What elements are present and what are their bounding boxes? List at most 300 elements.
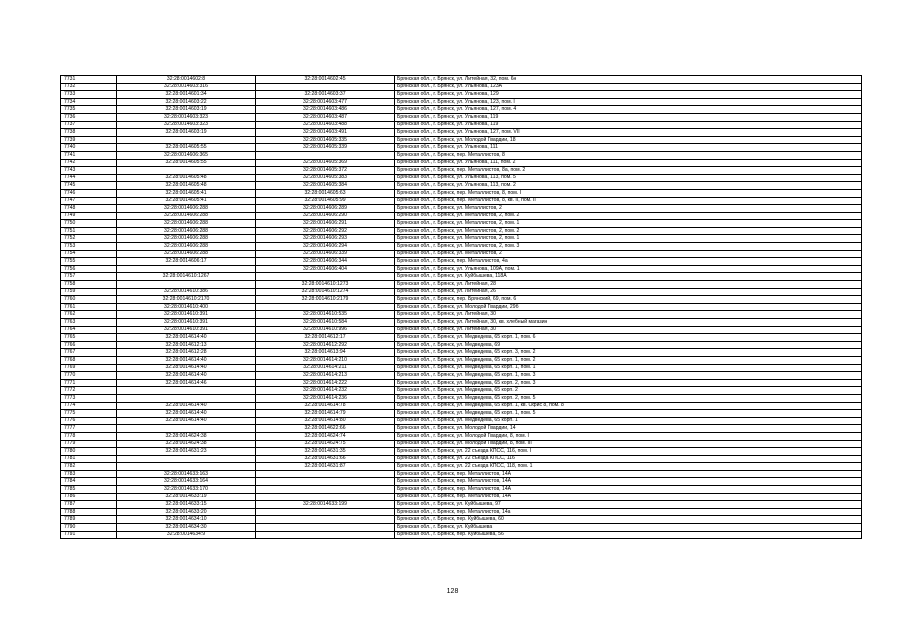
row-number-cell: 7787 bbox=[61, 501, 117, 509]
address-cell: Брянская обл., г. Брянск, пер. Металлистов, 4а bbox=[395, 258, 862, 266]
row-number-cell: 7766 bbox=[61, 341, 117, 349]
building-number-cell: 32:28:0014612:17 bbox=[256, 334, 395, 342]
table-row bbox=[61, 319, 862, 327]
table-row bbox=[61, 121, 862, 129]
row-number-cell: 7779 bbox=[61, 440, 117, 448]
table-row bbox=[61, 220, 862, 228]
row-number-cell: 7770 bbox=[61, 372, 117, 380]
address-cell: Брянская обл., г. Брянск, ул. Металлистов, 2, пом. 3 bbox=[395, 243, 862, 251]
table-row bbox=[61, 379, 862, 387]
address-cell: Брянская обл., г. Брянск, ул. Ульянова, 127, пом. VII bbox=[395, 129, 862, 137]
registry-table bbox=[60, 75, 862, 539]
land-parcel-number-cell: 32:28:0014603:19 bbox=[117, 129, 256, 137]
land-parcel-number-cell: 32:28:0014606:288 bbox=[117, 250, 256, 258]
land-parcel-number-cell bbox=[117, 136, 256, 144]
address-cell: Брянская обл., г. Брянск, ул. Медведева, 65 корп. 1, кв. Офис 8, пом. 8 bbox=[395, 402, 862, 410]
row-number-cell: 7755 bbox=[61, 258, 117, 266]
building-number-cell: 32:28:0014622:66 bbox=[256, 425, 395, 433]
address-cell: Брянская обл., г. Брянск, ул. Медведева, 65 корп. 1, пом. 5 bbox=[395, 410, 862, 418]
row-number-cell: 7732 bbox=[61, 83, 117, 91]
address-cell: Брянская обл., г. Брянск, ул. Ульянова, 123, пом. I bbox=[395, 98, 862, 106]
building-number-cell: 32:28:0014603:477 bbox=[256, 98, 395, 106]
address-cell: Брянская обл., г. Брянск, ул. Молодой Гвардии, 29б bbox=[395, 303, 862, 311]
table-row bbox=[61, 182, 862, 190]
row-number-cell: 7748 bbox=[61, 205, 117, 213]
building-number-cell: 32:28:0014614:232 bbox=[256, 387, 395, 395]
table-row bbox=[61, 243, 862, 251]
building-number-cell: 32:28:0014605:372 bbox=[256, 167, 395, 175]
row-number-cell: 7757 bbox=[61, 273, 117, 281]
row-number-cell: 7742 bbox=[61, 159, 117, 167]
row-number-cell: 7772 bbox=[61, 387, 117, 395]
land-parcel-number-cell bbox=[117, 265, 256, 273]
building-number-cell: 32:28:0014614:78 bbox=[256, 402, 395, 410]
row-number-cell: 7776 bbox=[61, 417, 117, 425]
address-cell: Брянская обл., г. Брянск, ул. Медведева, 65 корп. 2, пом. 5 bbox=[395, 394, 862, 402]
table-row bbox=[61, 91, 862, 99]
address-cell: Брянская обл., г. Брянск, ул. Ульянова, 111 bbox=[395, 144, 862, 152]
address-cell: Брянская обл., г. Брянск, пер. Куйбышева, 60 bbox=[395, 516, 862, 524]
address-cell: Брянская обл., г. Брянск, ул. Металлистов, 2 bbox=[395, 205, 862, 213]
address-cell: Брянская обл., г. Брянск, ул. Ульянова, 113, пом. 2 bbox=[395, 182, 862, 190]
table-row bbox=[61, 432, 862, 440]
building-number-cell: 32:28:0014605:335 bbox=[256, 136, 395, 144]
table-row bbox=[61, 76, 862, 84]
row-number-cell: 7756 bbox=[61, 265, 117, 273]
table-row bbox=[61, 394, 862, 402]
table-row bbox=[61, 402, 862, 410]
land-parcel-number-cell: 32:28:0014606:288 bbox=[117, 243, 256, 251]
building-number-cell: 32:28:0014606:292 bbox=[256, 227, 395, 235]
land-parcel-number-cell: 32:28:0014605:41 bbox=[117, 197, 256, 205]
table-row bbox=[61, 410, 862, 418]
building-number-cell: 32:28:0014624:74 bbox=[256, 432, 395, 440]
land-parcel-number-cell: 32:28:0014606:288 bbox=[117, 235, 256, 243]
land-parcel-number-cell bbox=[117, 455, 256, 463]
land-parcel-number-cell: 32:28:0014601:34 bbox=[117, 91, 256, 99]
building-number-cell bbox=[256, 516, 395, 524]
row-number-cell: 7789 bbox=[61, 516, 117, 524]
land-parcel-number-cell: 32:28:0014633:170 bbox=[117, 486, 256, 494]
row-number-cell: 7768 bbox=[61, 356, 117, 364]
row-number-cell: 7738 bbox=[61, 129, 117, 137]
table-row bbox=[61, 159, 862, 167]
land-parcel-number-cell: 32:28:0014606:288 bbox=[117, 227, 256, 235]
building-number-cell: 32:28:0014603:486 bbox=[256, 106, 395, 114]
address-cell: Брянская обл., г. Брянск, пер. Металлистов, 8 bbox=[395, 151, 862, 159]
table-row bbox=[61, 387, 862, 395]
building-number-cell: 32:28:0014614:222 bbox=[256, 379, 395, 387]
table-row bbox=[61, 136, 862, 144]
row-number-cell: 7780 bbox=[61, 448, 117, 456]
building-number-cell: 32:28:0014605:384 bbox=[256, 182, 395, 190]
land-parcel-number-cell: 32:28:0014610:1267 bbox=[117, 273, 256, 281]
address-cell: Брянская обл., г. Брянск, пер. Металлистов, 14а bbox=[395, 508, 862, 516]
table-row bbox=[61, 501, 862, 509]
land-parcel-number-cell: 32:28:0014614:40 bbox=[117, 402, 256, 410]
table-row bbox=[61, 524, 862, 532]
building-number-cell: 32:28:0014633:199 bbox=[256, 501, 395, 509]
table-row bbox=[61, 189, 862, 197]
land-parcel-number-cell bbox=[117, 463, 256, 471]
address-cell: Брянская обл., г. Брянск, пер. Металлистов, 14А bbox=[395, 486, 862, 494]
land-parcel-number-cell: 32:28:0014614:40 bbox=[117, 417, 256, 425]
land-parcel-number-cell: 32:28:0014606:365 bbox=[117, 151, 256, 159]
address-cell: Брянская обл., г. Брянск, ул. Ульянова, 113, пом. 5 bbox=[395, 174, 862, 182]
row-number-cell: 7746 bbox=[61, 189, 117, 197]
building-number-cell bbox=[256, 531, 395, 539]
land-parcel-number-cell: 32:28:0014614:40 bbox=[117, 410, 256, 418]
address-cell: Брянская обл., г. Брянск, ул. 22 съезда КПСС, 116 bbox=[395, 455, 862, 463]
row-number-cell: 7791 bbox=[61, 531, 117, 539]
row-number-cell: 7752 bbox=[61, 235, 117, 243]
land-parcel-number-cell bbox=[117, 281, 256, 289]
row-number-cell: 7767 bbox=[61, 349, 117, 357]
land-parcel-number-cell: 32:28:0014603:323 bbox=[117, 113, 256, 121]
table-row bbox=[61, 440, 862, 448]
table-row bbox=[61, 212, 862, 220]
row-number-cell: 7736 bbox=[61, 113, 117, 121]
address-cell: Брянская обл., г. Брянск, ул. Куйбышева, 118А bbox=[395, 273, 862, 281]
land-parcel-number-cell: 32:28:0014614:40 bbox=[117, 356, 256, 364]
land-parcel-number-cell bbox=[117, 425, 256, 433]
building-number-cell: 32:28:0014624:75 bbox=[256, 440, 395, 448]
row-number-cell: 7760 bbox=[61, 296, 117, 304]
row-number-cell: 7775 bbox=[61, 410, 117, 418]
building-number-cell bbox=[256, 151, 395, 159]
row-number-cell: 7783 bbox=[61, 470, 117, 478]
land-parcel-number-cell bbox=[117, 387, 256, 395]
building-number-cell: 32:28:0014614:79 bbox=[256, 410, 395, 418]
address-cell: Брянская обл., г. Брянск, ул. Литейная, 30 bbox=[395, 311, 862, 319]
row-number-cell: 7765 bbox=[61, 334, 117, 342]
land-parcel-number-cell: 32:28:0014614:46 bbox=[117, 379, 256, 387]
address-cell: Брянская обл., г. Брянск, ул. Металлистов, 2, пом. 2 bbox=[395, 212, 862, 220]
address-cell: Брянская обл., г. Брянск, ул. 22 съезда КПСС, 116, пом. I bbox=[395, 448, 862, 456]
address-cell: Брянская обл., г. Брянск, пер. Куйбышева, 56 bbox=[395, 531, 862, 539]
land-parcel-number-cell: 32:28:0014633:19 bbox=[117, 493, 256, 501]
building-number-cell: 32:28:0014614:213 bbox=[256, 372, 395, 380]
land-parcel-number-cell: 32:28:0014602:8 bbox=[117, 76, 256, 84]
land-parcel-number-cell: 32:28:0014605:41 bbox=[117, 189, 256, 197]
building-number-cell bbox=[256, 486, 395, 494]
table-row bbox=[61, 197, 862, 205]
address-cell: Брянская обл., г. Брянск, ул. Литейная, 30, кв. хлебный магазин bbox=[395, 319, 862, 327]
table-row bbox=[61, 288, 862, 296]
building-number-cell bbox=[256, 273, 395, 281]
row-number-cell: 7734 bbox=[61, 98, 117, 106]
address-cell: Брянская обл., г. Брянск, ул. Ульянова, 119 bbox=[395, 121, 862, 129]
table-row bbox=[61, 326, 862, 334]
row-number-cell: 7750 bbox=[61, 220, 117, 228]
land-parcel-number-cell bbox=[117, 167, 256, 175]
address-cell: Брянская обл., г. Брянск, ул. Металлистов, 2, пом. 1 bbox=[395, 235, 862, 243]
row-number-cell: 7759 bbox=[61, 288, 117, 296]
row-number-cell: 7781 bbox=[61, 455, 117, 463]
table-row bbox=[61, 303, 862, 311]
address-cell: Брянская обл., г. Брянск, ул. Медведева, 65 корп. 1, пом. 3 bbox=[395, 372, 862, 380]
address-cell: Брянская обл., г. Брянск, ул. Медведева, 65 корп. 2 bbox=[395, 387, 862, 395]
address-cell: Брянская обл., г. Брянск, ул. Металлистов, 2, пом. 1 bbox=[395, 220, 862, 228]
address-cell: Брянская обл., г. Брянск, пер. Брянский, 69, пом. 6 bbox=[395, 296, 862, 304]
row-number-cell: 7762 bbox=[61, 311, 117, 319]
row-number-cell: 7782 bbox=[61, 463, 117, 471]
table-row bbox=[61, 265, 862, 273]
land-parcel-number-cell: 32:28:0014605:55 bbox=[117, 159, 256, 167]
building-number-cell: 32:28:0014605:383 bbox=[256, 174, 395, 182]
land-parcel-number-cell: 32:28:0014612:13 bbox=[117, 341, 256, 349]
table-row bbox=[61, 205, 862, 213]
table-row bbox=[61, 235, 862, 243]
row-number-cell: 7788 bbox=[61, 508, 117, 516]
table-row bbox=[61, 174, 862, 182]
address-cell: Брянская обл., г. Брянск, ул. Ульянова, 111, пом. 2 bbox=[395, 159, 862, 167]
building-number-cell: 32:28:0014603:491 bbox=[256, 129, 395, 137]
building-number-cell: 32:28:0014631:87 bbox=[256, 463, 395, 471]
building-number-cell: 32:28:0014605:369 bbox=[256, 159, 395, 167]
address-cell: Брянская обл., г. Брянск, ул. Медведева, 69 bbox=[395, 341, 862, 349]
address-cell: Брянская обл., г. Брянск, ул. Литейная, 30 bbox=[395, 326, 862, 334]
row-number-cell: 7758 bbox=[61, 281, 117, 289]
land-parcel-number-cell: 32:28:0014610:391 bbox=[117, 326, 256, 334]
table-row bbox=[61, 250, 862, 258]
table-row bbox=[61, 227, 862, 235]
building-number-cell: 32:28:0014606:404 bbox=[256, 265, 395, 273]
table-row bbox=[61, 455, 862, 463]
building-number-cell: 32:28:0014606:290 bbox=[256, 212, 395, 220]
land-parcel-number-cell: 32:28:0014612:28 bbox=[117, 349, 256, 357]
building-number-cell bbox=[256, 470, 395, 478]
address-cell: Брянская обл., г. Брянск, ул. Молодой Гвардии, 18 bbox=[395, 136, 862, 144]
row-number-cell: 7764 bbox=[61, 326, 117, 334]
building-number-cell: 32:28:0014610:996 bbox=[256, 326, 395, 334]
row-number-cell: 7786 bbox=[61, 493, 117, 501]
land-parcel-number-cell: 32:28:0014606:288 bbox=[117, 212, 256, 220]
row-number-cell: 7763 bbox=[61, 319, 117, 327]
building-number-cell: 32:28:0014614:210 bbox=[256, 356, 395, 364]
table-row bbox=[61, 356, 862, 364]
table-row bbox=[61, 83, 862, 91]
building-number-cell: 32:28:0014612:292 bbox=[256, 341, 395, 349]
row-number-cell: 7761 bbox=[61, 303, 117, 311]
building-number-cell: 32:28:0014606:293 bbox=[256, 235, 395, 243]
row-number-cell: 7773 bbox=[61, 394, 117, 402]
land-parcel-number-cell: 32:28:0014633:15 bbox=[117, 501, 256, 509]
building-number-cell: 32:28:0014614:80 bbox=[256, 417, 395, 425]
registry-table-body bbox=[61, 76, 862, 539]
address-cell: Брянская обл., г. Брянск, пер. Металлистов, 14А bbox=[395, 493, 862, 501]
address-cell: Брянская обл., г. Брянск, ул. Ульянова, 123А bbox=[395, 83, 862, 91]
address-cell: Брянская обл., г. Брянск, ул. Медведева, 65 корп. 3, пом. 2 bbox=[395, 349, 862, 357]
table-row bbox=[61, 516, 862, 524]
table-row bbox=[61, 167, 862, 175]
building-number-cell: 32:28:0014606:291 bbox=[256, 220, 395, 228]
building-number-cell bbox=[256, 508, 395, 516]
table-row bbox=[61, 113, 862, 121]
row-number-cell: 7790 bbox=[61, 524, 117, 532]
land-parcel-number-cell: 32:28:0014603:19 bbox=[117, 106, 256, 114]
building-number-cell: 32:28:0014631:35 bbox=[256, 448, 395, 456]
table-row bbox=[61, 129, 862, 137]
building-number-cell: 32:28:0014602:45 bbox=[256, 76, 395, 84]
row-number-cell: 7778 bbox=[61, 432, 117, 440]
row-number-cell: 7774 bbox=[61, 402, 117, 410]
land-parcel-number-cell: 32:28:0014614:40 bbox=[117, 372, 256, 380]
table-row bbox=[61, 493, 862, 501]
table-row bbox=[61, 258, 862, 266]
row-number-cell: 7753 bbox=[61, 243, 117, 251]
building-number-cell: 32:28:0014614:236 bbox=[256, 394, 395, 402]
address-cell: Брянская обл., г. Брянск, ул. Медведева, 65 корп. 1, пом. 6 bbox=[395, 334, 862, 342]
address-cell: Брянская обл., г. Брянск, ул. Металлистов, 2, пом. 2 bbox=[395, 227, 862, 235]
land-parcel-number-cell: 32:28:0014633:20 bbox=[117, 508, 256, 516]
building-number-cell: 32:28:0014605:99 bbox=[256, 197, 395, 205]
table-row bbox=[61, 364, 862, 372]
table-row bbox=[61, 98, 862, 106]
row-number-cell: 7769 bbox=[61, 364, 117, 372]
land-parcel-number-cell: 32:28:0014634:30 bbox=[117, 524, 256, 532]
building-number-cell: 32:28:0014603:488 bbox=[256, 121, 395, 129]
building-number-cell: 32:28:0014610:1273 bbox=[256, 281, 395, 289]
row-number-cell: 7740 bbox=[61, 144, 117, 152]
row-number-cell: 7739 bbox=[61, 136, 117, 144]
row-number-cell: 7785 bbox=[61, 486, 117, 494]
table-row bbox=[61, 486, 862, 494]
land-parcel-number-cell: 32:28:0014624:38 bbox=[117, 432, 256, 440]
land-parcel-number-cell: 32:28:0014614:40 bbox=[117, 364, 256, 372]
row-number-cell: 7745 bbox=[61, 182, 117, 190]
row-number-cell: 7749 bbox=[61, 212, 117, 220]
address-cell: Брянская обл., г. Брянск, пер. Металлистов, 8, кв. II, пом. II bbox=[395, 197, 862, 205]
land-parcel-number-cell: 32:28:0014610:2170 bbox=[117, 296, 256, 304]
building-number-cell: 32:28:0014610:1274 bbox=[256, 288, 395, 296]
table-row bbox=[61, 531, 862, 539]
row-number-cell: 7743 bbox=[61, 167, 117, 175]
building-number-cell: 32:28:0014631:66 bbox=[256, 455, 395, 463]
land-parcel-number-cell: 32:28:0014633:163 bbox=[117, 470, 256, 478]
building-number-cell bbox=[256, 478, 395, 486]
building-number-cell bbox=[256, 524, 395, 532]
land-parcel-number-cell: 32:28:0014603:22 bbox=[117, 98, 256, 106]
building-number-cell: 32:28:0014610:2179 bbox=[256, 296, 395, 304]
table-row bbox=[61, 470, 862, 478]
table-row bbox=[61, 448, 862, 456]
table-row bbox=[61, 341, 862, 349]
building-number-cell bbox=[256, 83, 395, 91]
table-row bbox=[61, 349, 862, 357]
building-number-cell: 32:28:0014606:339 bbox=[256, 250, 395, 258]
address-cell: Брянская обл., г. Брянск, ул. Медведева, 65 корп. 1, пом. 2 bbox=[395, 356, 862, 364]
table-row bbox=[61, 334, 862, 342]
row-number-cell: 7737 bbox=[61, 121, 117, 129]
building-number-cell: 32:28:0014603:37 bbox=[256, 91, 395, 99]
building-number-cell: 32:28:0014610:584 bbox=[256, 319, 395, 327]
page-number: 128 bbox=[446, 588, 459, 595]
land-parcel-number-cell: 32:28:0014606:288 bbox=[117, 220, 256, 228]
land-parcel-number-cell: 32:28:0014614:40 bbox=[117, 334, 256, 342]
address-cell: Брянская обл., г. Брянск, пер. Металлистов, 8а, пом. 2 bbox=[395, 167, 862, 175]
land-parcel-number-cell: 32:28:0014606:288 bbox=[117, 205, 256, 213]
row-number-cell: 7754 bbox=[61, 250, 117, 258]
building-number-cell: 32:28:0014613:94 bbox=[256, 349, 395, 357]
address-cell: Брянская обл., г. Брянск, ул. Ульянова, 129 bbox=[395, 91, 862, 99]
land-parcel-number-cell: 32:28:0014605:48 bbox=[117, 174, 256, 182]
land-parcel-number-cell: 32:28:0014603:323 bbox=[117, 121, 256, 129]
address-cell: Брянская обл., г. Брянск, ул. Ульянова, 109А, пом. 1 bbox=[395, 265, 862, 273]
land-parcel-number-cell bbox=[117, 394, 256, 402]
address-cell: Брянская обл., г. Брянск, ул. Литейная, 32, пом. 6н bbox=[395, 76, 862, 84]
table-row bbox=[61, 296, 862, 304]
row-number-cell: 7741 bbox=[61, 151, 117, 159]
land-parcel-number-cell: 32:28:0014610:391 bbox=[117, 319, 256, 327]
building-number-cell: 32:28:0014606:289 bbox=[256, 205, 395, 213]
address-cell: Брянская обл., г. Брянск, ул. Молодой Гвардии, 14 bbox=[395, 425, 862, 433]
address-cell: Брянская обл., г. Брянск, ул. Куйбышева bbox=[395, 524, 862, 532]
land-parcel-number-cell: 32:28:0014610:391 bbox=[117, 311, 256, 319]
address-cell: Брянская обл., г. Брянск, ул. Ульянова, 127, пом. 4 bbox=[395, 106, 862, 114]
land-parcel-number-cell: 32:28:0014624:38 bbox=[117, 440, 256, 448]
table-row bbox=[61, 311, 862, 319]
land-parcel-number-cell: 32:28:0014634:9 bbox=[117, 531, 256, 539]
address-cell: Брянская обл., г. Брянск, ул. Куйбышева, 97 bbox=[395, 501, 862, 509]
building-number-cell: 32:28:0014603:487 bbox=[256, 113, 395, 121]
land-parcel-number-cell: 32:28:0014605:55 bbox=[117, 144, 256, 152]
address-cell: Брянская обл., г. Брянск, ул. Ульянова, 119 bbox=[395, 113, 862, 121]
building-number-cell bbox=[256, 493, 395, 501]
address-cell: Брянская обл., г. Брянск, пер. Металлистов, 14А bbox=[395, 470, 862, 478]
table-row bbox=[61, 508, 862, 516]
row-number-cell: 7733 bbox=[61, 91, 117, 99]
row-number-cell: 7731 bbox=[61, 76, 117, 84]
land-parcel-number-cell: 32:28:0014634:10 bbox=[117, 516, 256, 524]
address-cell: Брянская обл., г. Брянск, ул. Молодой Гвардии, 8, пом. I bbox=[395, 432, 862, 440]
row-number-cell: 7744 bbox=[61, 174, 117, 182]
row-number-cell: 7735 bbox=[61, 106, 117, 114]
row-number-cell: 7771 bbox=[61, 379, 117, 387]
address-cell: Брянская обл., г. Брянск, ул. Молодой Гвардии, 8, пом. III bbox=[395, 440, 862, 448]
address-cell: Брянская обл., г. Брянск, ул. Медведева, 65 корп. 2, пом. 3 bbox=[395, 379, 862, 387]
table-row bbox=[61, 144, 862, 152]
address-cell: Брянская обл., г. Брянск, ул. Литейная, 28 bbox=[395, 281, 862, 289]
address-cell: Брянская обл., г. Брянск, ул. Литейная, 26 bbox=[395, 288, 862, 296]
building-number-cell: 32:28:0014606:344 bbox=[256, 258, 395, 266]
building-number-cell: 32:28:0014605:63 bbox=[256, 189, 395, 197]
building-number-cell: 32:28:0014610:535 bbox=[256, 311, 395, 319]
land-parcel-number-cell: 32:28:0014610:386 bbox=[117, 288, 256, 296]
table-row bbox=[61, 106, 862, 114]
address-cell: Брянская обл., г. Брянск, ул. 22 съезда КПСС, 118, пом. 1 bbox=[395, 463, 862, 471]
building-number-cell: 32:28:0014614:211 bbox=[256, 364, 395, 372]
address-cell: Брянская обл., г. Брянск, ул. Медведева, 65 корп. 1 bbox=[395, 417, 862, 425]
land-parcel-number-cell: 32:28:0014606:17 bbox=[117, 258, 256, 266]
address-cell: Брянская обл., г. Брянск, ул. Медведева, 65 корп. 1, пом. 1 bbox=[395, 364, 862, 372]
land-parcel-number-cell: 32:28:0014603:316 bbox=[117, 83, 256, 91]
table-row bbox=[61, 478, 862, 486]
land-parcel-number-cell: 32:28:0014605:48 bbox=[117, 182, 256, 190]
table-row bbox=[61, 273, 862, 281]
address-cell: Брянская обл., г. Брянск, ул. Металлистов, 2 bbox=[395, 250, 862, 258]
table-row bbox=[61, 372, 862, 380]
address-cell: Брянская обл., г. Брянск, пер. Металлистов, 8, пом. I bbox=[395, 189, 862, 197]
land-parcel-number-cell: 32:28:0014633:164 bbox=[117, 478, 256, 486]
row-number-cell: 7747 bbox=[61, 197, 117, 205]
table-row bbox=[61, 417, 862, 425]
address-cell: Брянская обл., г. Брянск, пер. Металлистов, 14А bbox=[395, 478, 862, 486]
table-row bbox=[61, 151, 862, 159]
row-number-cell: 7784 bbox=[61, 478, 117, 486]
table-row bbox=[61, 425, 862, 433]
building-number-cell: 32:28:0014605:339 bbox=[256, 144, 395, 152]
